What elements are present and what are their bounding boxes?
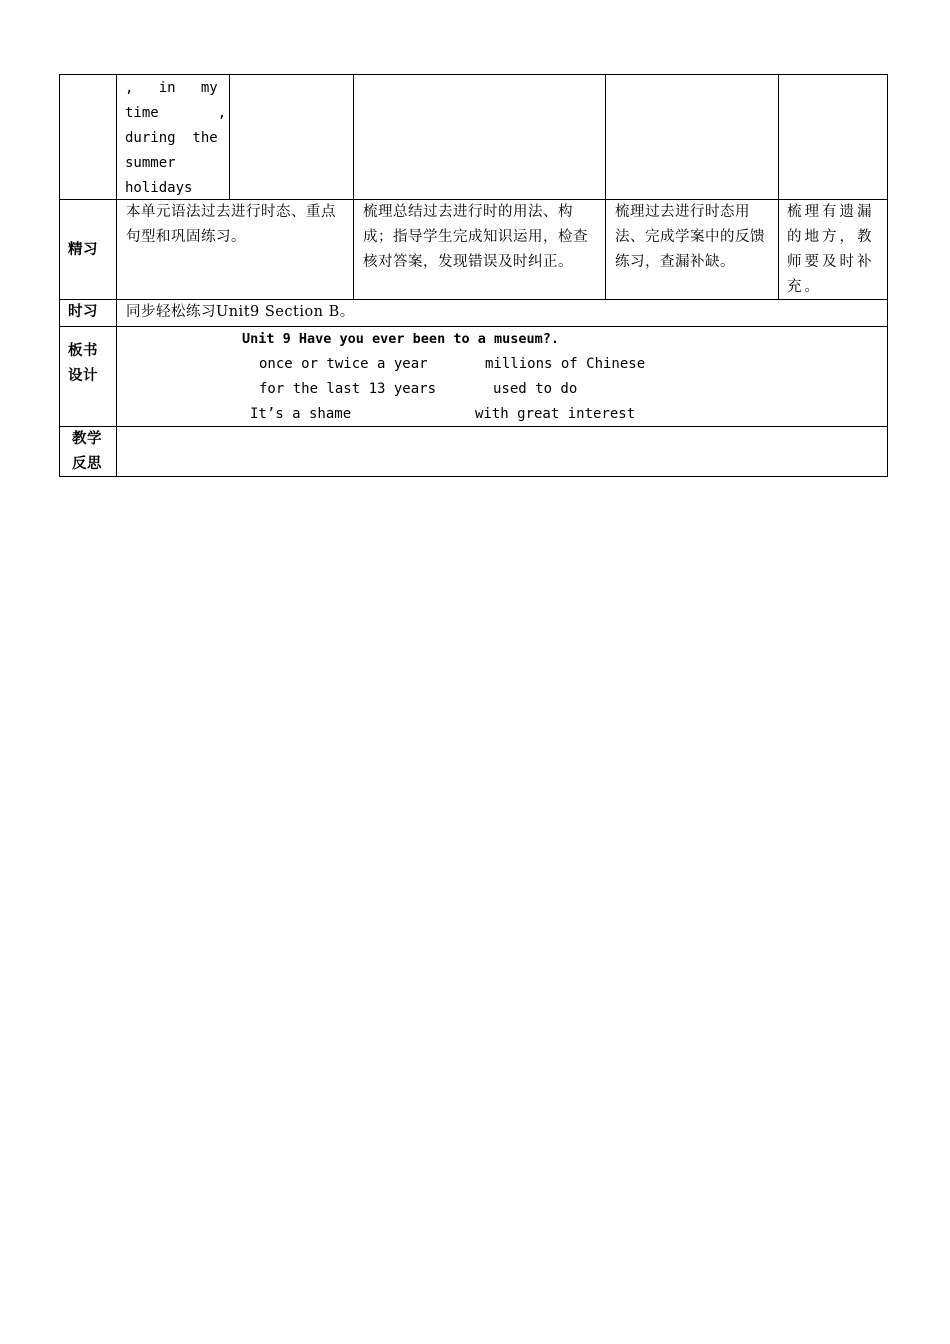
board-item-left: once or twice a year [259, 356, 428, 372]
row-label-jingxi: 精习 [68, 242, 98, 258]
col-divider [605, 74, 606, 300]
board-item-right: used to do [493, 381, 578, 397]
row-label-banshu-1: 板书 [68, 343, 98, 359]
jingxi-teacher-activity: 梳理总结过去进行时的用法、构成；指导学生完成知识运用，检查核对答案，发现错误及时纠正。 [363, 204, 588, 270]
table-border-top [59, 74, 888, 75]
jingxi-content: 本单元语法过去进行时态、重点句型和巩固练习。 [126, 204, 336, 245]
table-border-left [59, 74, 60, 477]
board-item-right: millions of Chinese [485, 356, 646, 372]
row-label-fansi-1: 教学 [72, 431, 102, 447]
col-divider [229, 74, 230, 200]
shixi-content: 同步轻松练习Unit9 Section B。 [126, 304, 355, 320]
jingxi-student-activity: 梳理过去进行时态用法、完成学案中的反馈练习，查漏补缺。 [615, 204, 765, 270]
jingxi-note: 梳理有遗漏的地方，教师要及时补充。 [787, 204, 875, 295]
row-divider [59, 426, 888, 427]
col-divider [778, 74, 779, 300]
row-label-fansi-2: 反思 [72, 456, 102, 472]
phrase-line: , in my [125, 80, 218, 96]
col-divider [116, 74, 117, 477]
row-label-shixi: 时习 [68, 304, 98, 320]
phrase-line: time , [125, 105, 227, 121]
phrase-line: during the [125, 130, 218, 146]
board-title: Unit 9 Have you ever been to a museum?. [242, 331, 559, 347]
row-label-banshu-2: 设计 [68, 368, 98, 384]
board-item-right: with great interest [475, 406, 636, 422]
phrase-line: summer [125, 155, 176, 171]
board-item-left: It’s a shame [250, 406, 352, 422]
col-divider [353, 74, 354, 300]
phrase-line: holidays [125, 180, 193, 196]
table-border-bottom [59, 476, 888, 477]
board-item-left: for the last 13 years [259, 381, 437, 397]
table-border-right [887, 74, 888, 477]
